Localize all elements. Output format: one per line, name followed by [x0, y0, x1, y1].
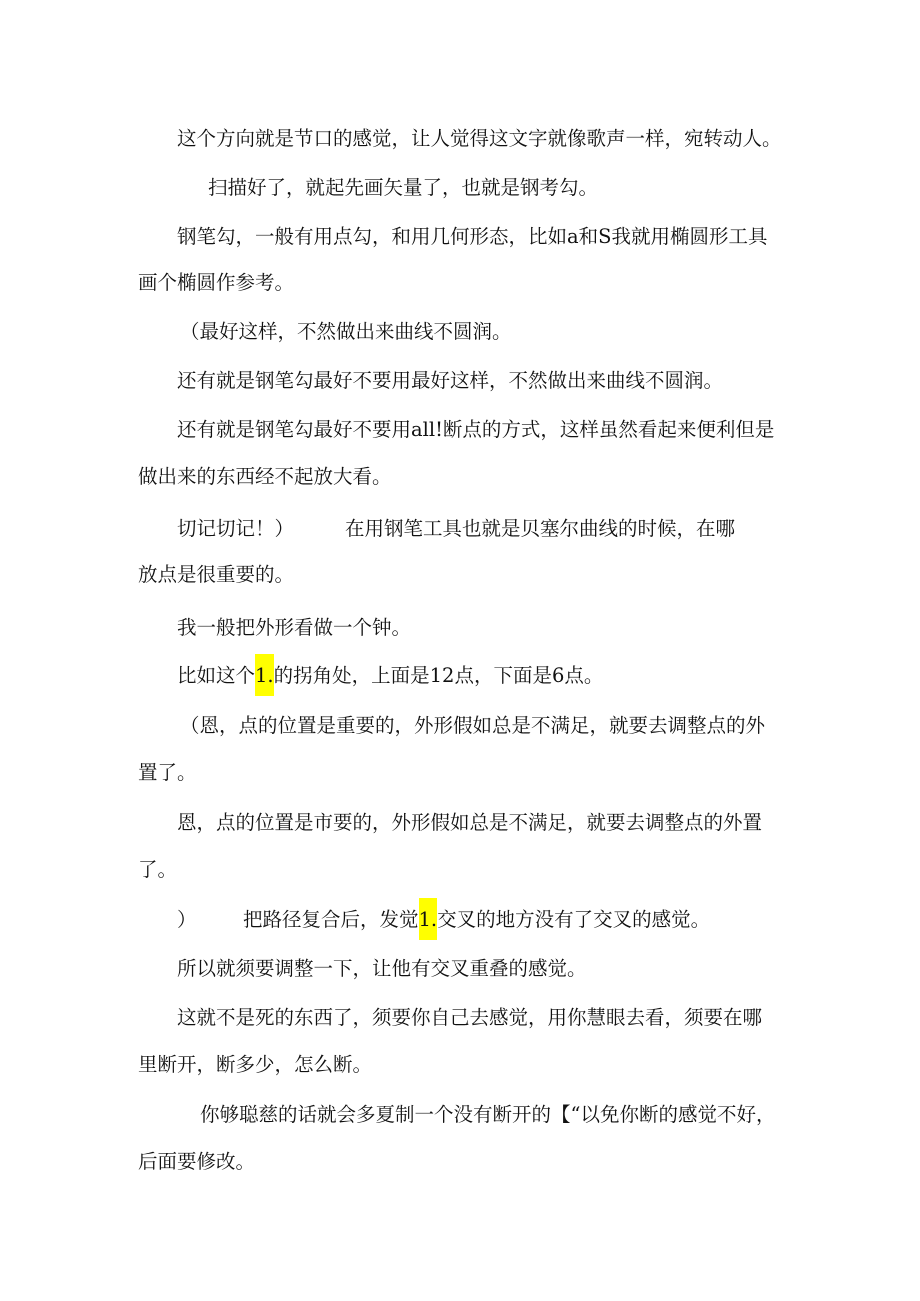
- paragraph-line: 后面要修改。: [138, 1150, 256, 1173]
- paragraph-line: ）: [177, 908, 197, 931]
- paragraph-line: 还有就是钢笔勾最好不要用all!断点的方式，这样虽然看起来便利但是: [177, 418, 775, 441]
- text-run: 交叉的地方没有了交叉的感觉。: [437, 908, 711, 931]
- paragraph-line: 钢笔勾，一般有用点勾，和用几何形态，比如a和S我就用椭圆形工具: [177, 225, 768, 248]
- paragraph-line: 所以就须要调整一下，让他有交叉重叠的感觉。: [177, 957, 587, 980]
- paragraph-line: 做出来的东西经不起放大看。: [138, 465, 392, 488]
- text-run: 把路径复合后，发觉: [243, 908, 419, 931]
- paragraph-line: 恩，点的位置是市要的，外形假如总是不满足，就要去调整点的外置: [177, 811, 763, 834]
- paragraph-line: [243, 910, 710, 930]
- paragraph-line: [177, 666, 603, 686]
- text-run: 的拐角处，上面是12点，下面是6点。: [273, 664, 604, 687]
- paragraph-line: 在用钢笔工具也就是贝塞尔曲线的时候，在哪: [345, 517, 736, 540]
- paragraph-line: 这就不是死的东西了，须要你自己去感觉，用你慧眼去看，须要在哪: [177, 1006, 763, 1029]
- paragraph-line: 放点是很重要的。: [138, 563, 295, 586]
- paragraph-line: 我一般把外形看做一个钟。: [177, 616, 412, 639]
- paragraph-line: 你够聪慈的话就会多夏制一个没有断开的【“以免你断的感觉不好，: [200, 1103, 776, 1126]
- paragraph-line: 里断开，断多少，怎么断。: [138, 1053, 373, 1076]
- highlighted-marker: 1.: [419, 898, 438, 940]
- paragraph-line: 了。: [138, 858, 178, 881]
- paragraph-line: 还有就是钢笔勾最好不要用最好这样，不然做出来曲线不圆润。: [177, 369, 724, 392]
- text-run: 比如这个: [177, 664, 256, 687]
- paragraph-line: （恩，点的位置是重要的，外形假如总是不满足，就要去调整点的外: [180, 714, 766, 737]
- paragraph-line: 切记切记！）: [177, 517, 295, 540]
- paragraph-line: 画个椭圆作参考。: [138, 271, 295, 294]
- paragraph-line: （最好这样，不然做出来曲线不圆润。: [180, 320, 512, 343]
- paragraph-line: 扫描好了，就起先画矢量了，也就是钢考勾。: [208, 176, 599, 199]
- highlighted-marker: 1.: [255, 654, 274, 696]
- paragraph-line: 置了。: [138, 761, 197, 784]
- paragraph-line: 这个方向就是节口的感觉，让人觉得这文字就像歌声一样，宛转动人。: [177, 127, 782, 150]
